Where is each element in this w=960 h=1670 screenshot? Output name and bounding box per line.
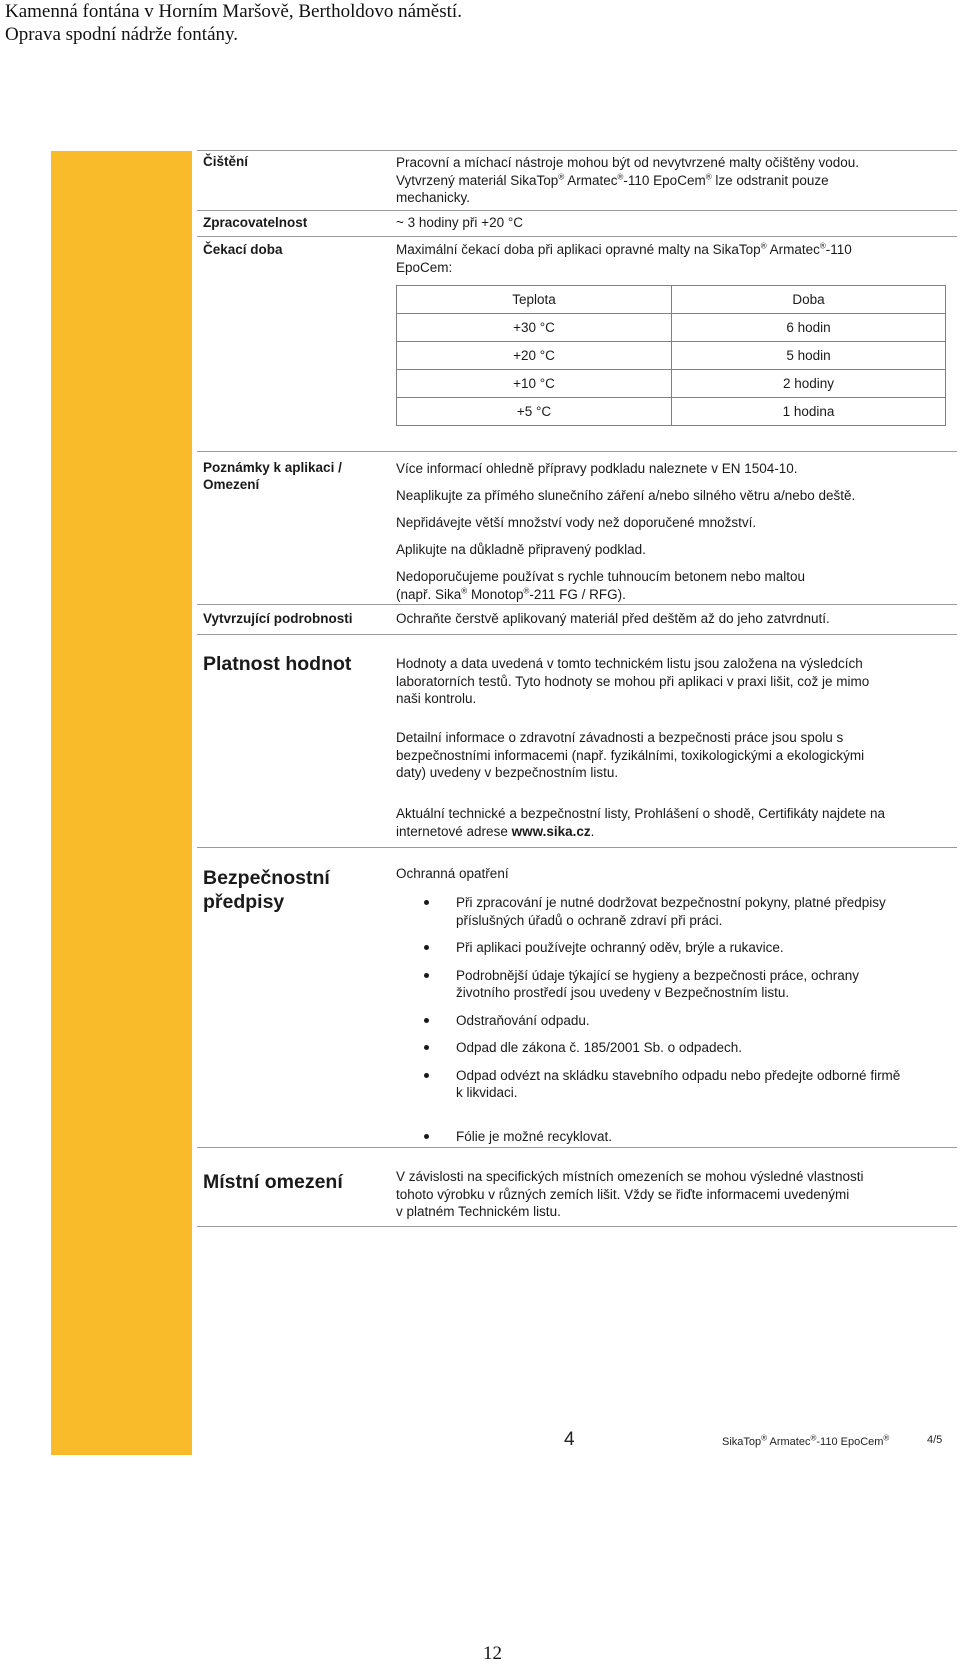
platnost-p1-line2: laboratorních testů. Tyto hodnoty se mohou při aplikaci v praxi lišit, což je mimo [396,673,870,689]
platnost-p3-line2: internetové adrese www.sika.cz. [396,823,595,839]
platnost-p2-line1: Detailní informace o zdravotní závadnosti a bezpečnosti práce jsou spolu s [396,730,844,745]
list-item: Odpad dle zákona č. 185/2001 Sb. o odpadech. [396,1039,956,1057]
divider-bottom [197,1226,957,1227]
table-row [397,314,946,342]
page-number: 12 [483,1643,502,1664]
label-poznamky [203,459,342,493]
list-item: Při aplikaci používejte ochranný oděv, brýle a rukavice. [396,939,956,957]
label-cekaci-doba: Čekací doba [203,242,283,257]
cekaci-doba-text [396,241,951,276]
label-zpracovatelnost: Zpracovatelnost [203,215,308,230]
cekaci-doba-line1: Maximální čekací doba při aplikaci opravné malty na SikaTop® Armatec®-110 [396,241,852,257]
label-mistni: Místní omezení [203,1171,343,1193]
cisteni-line1: Pracovní a míchací nástroje mohou být od nevytvrzené malty očištěny vodou. [396,155,859,170]
mistni-line3: v platném Technickém listu. [396,1204,561,1219]
list-item: Odstraňování odpadu. [396,1012,956,1030]
table-cell-temperature: +10 °C [397,370,672,398]
table-header-duration: Doba [672,286,946,314]
platnost-p2-line2: bezpečnostními informacemi (např. fyzikálními, toxikologickými a ekologickými [396,747,865,763]
cisteni-text [396,154,951,207]
website-link[interactable]: www.sika.cz [511,823,591,839]
table-header-temperature: Teplota [397,286,672,314]
list-item: Při zpracování je nutné dodržovat bezpečnostní pokyny, platné předpisy příslušných úřadů o ochraně zdraví při práci. [396,894,956,929]
list-item: Fólie je možné recyklovat. [396,1128,956,1146]
platnost-p3-line1: Aktuální technické a bezpečnostní listy, Prohlášení o shodě, Certifikáty najdete na [396,806,886,821]
divider [197,236,957,237]
waiting-time-table [396,285,946,426]
cisteni-line2: Vytvrzený materiál SikaTop® Armatec®-110 EpoCem® lze odstranit pouze [396,172,829,188]
divider [197,210,957,211]
table-cell-duration: 2 hodiny [672,370,946,398]
list-item: Podrobnější údaje týkající se hygieny a bezpečnosti práce, ochrany životního prostředí jsou uvedeny v Bezpečnostním listu. [396,967,956,1002]
platnost-p3 [396,805,951,840]
label-poznamky-line1: Poznámky k aplikaci / [203,460,342,475]
poznamky-p1: Více informací ohledně přípravy podkladu naleznete v EN 1504-10. [396,461,798,476]
label-vytvrzujici: Vytvrzující podrobnosti [203,611,353,626]
platnost-p1-line3: naši kontrolu. [396,691,477,706]
safety-bullet-list [396,884,956,1145]
poznamky-p3: Nepřidávejte větší množství vody než doporučené množství. [396,515,757,530]
bezpecnost-intro: Ochranná opatření [396,866,509,881]
table-cell-temperature: +20 °C [397,342,672,370]
cisteni-line3: mechanicky. [396,190,471,205]
table-row [397,398,946,426]
mistni-text [396,1168,951,1221]
label-platnost: Platnost hodnot [203,653,352,675]
document-header [5,0,462,46]
poznamky-p2: Neaplikujte za přímého slunečního záření a/nebo silného větru a/nebo deště. [396,488,856,503]
divider [197,451,957,452]
divider [197,847,957,848]
footer-page-indicator: 4/5 [927,1434,943,1446]
table-row [397,370,946,398]
label-cisteni: Čištění [203,154,249,169]
header-title-line1: Kamenná fontána v Horním Maršově, Bertholdovo náměstí. [5,1,462,22]
table-cell-temperature: +30 °C [397,314,672,342]
platnost-p1-line1: Hodnoty a data uvedená v tomto technickém listu jsou založena na výsledcích [396,656,863,671]
platnost-p2-line3: daty) uvedeny v bezpečnostním listu. [396,765,619,780]
mistni-line1: V závislosti na specifických místních omezeních se mohou výsledné vlastnosti [396,1169,864,1184]
yellow-side-bar [51,151,192,1455]
header-title-line2: Oprava spodní nádrže fontány. [5,24,239,45]
platnost-p1 [396,655,951,708]
label-poznamky-line2: Omezení [203,477,260,492]
table-row [397,342,946,370]
divider [197,604,957,605]
zpracovatelnost-text: ~ 3 hodiny při +20 °C [396,215,523,230]
cekaci-doba-line2: EpoCem: [396,259,453,275]
table-cell-duration: 1 hodina [672,398,946,426]
table-cell-duration: 6 hodin [672,314,946,342]
poznamky-p5-line1: Nedoporučujeme používat s rychle tuhnoucím betonem nebo maltou [396,569,805,584]
table-cell-temperature: +5 °C [397,398,672,426]
poznamky-p5 [396,568,951,603]
divider [197,1147,957,1148]
label-bezpecnost-line2: předpisy [203,891,285,913]
list-item: Odpad odvézt na skládku stavebního odpadu nebo předejte odborné firmě k likvidaci. [396,1067,956,1102]
label-bezpecnost-line1: Bezpečnostní [203,867,330,889]
footer-product-name: SikaTop® Armatec®-110 EpoCem® [722,1433,890,1448]
mistni-line2: tohoto výrobku v různých zemích lišit. Vždy se řiďte informacemi uvedenými [396,1186,850,1202]
poznamky-p5-line2: (např. Sika® Monotop®-211 FG / RFG). [396,586,626,602]
table-cell-duration: 5 hodin [672,342,946,370]
label-bezpecnost [203,866,330,914]
platnost-p2 [396,729,951,782]
divider [197,634,957,635]
table-header-row [397,286,946,314]
vytvrzujici-text: Ochraňte čerstvě aplikovaný materiál před deštěm až do jeho zatvrdnutí. [396,611,830,626]
poznamky-p4: Aplikujte na důkladně připravený podklad. [396,542,646,557]
footer-section-number: 4 [564,1429,575,1450]
divider-top [197,150,957,151]
